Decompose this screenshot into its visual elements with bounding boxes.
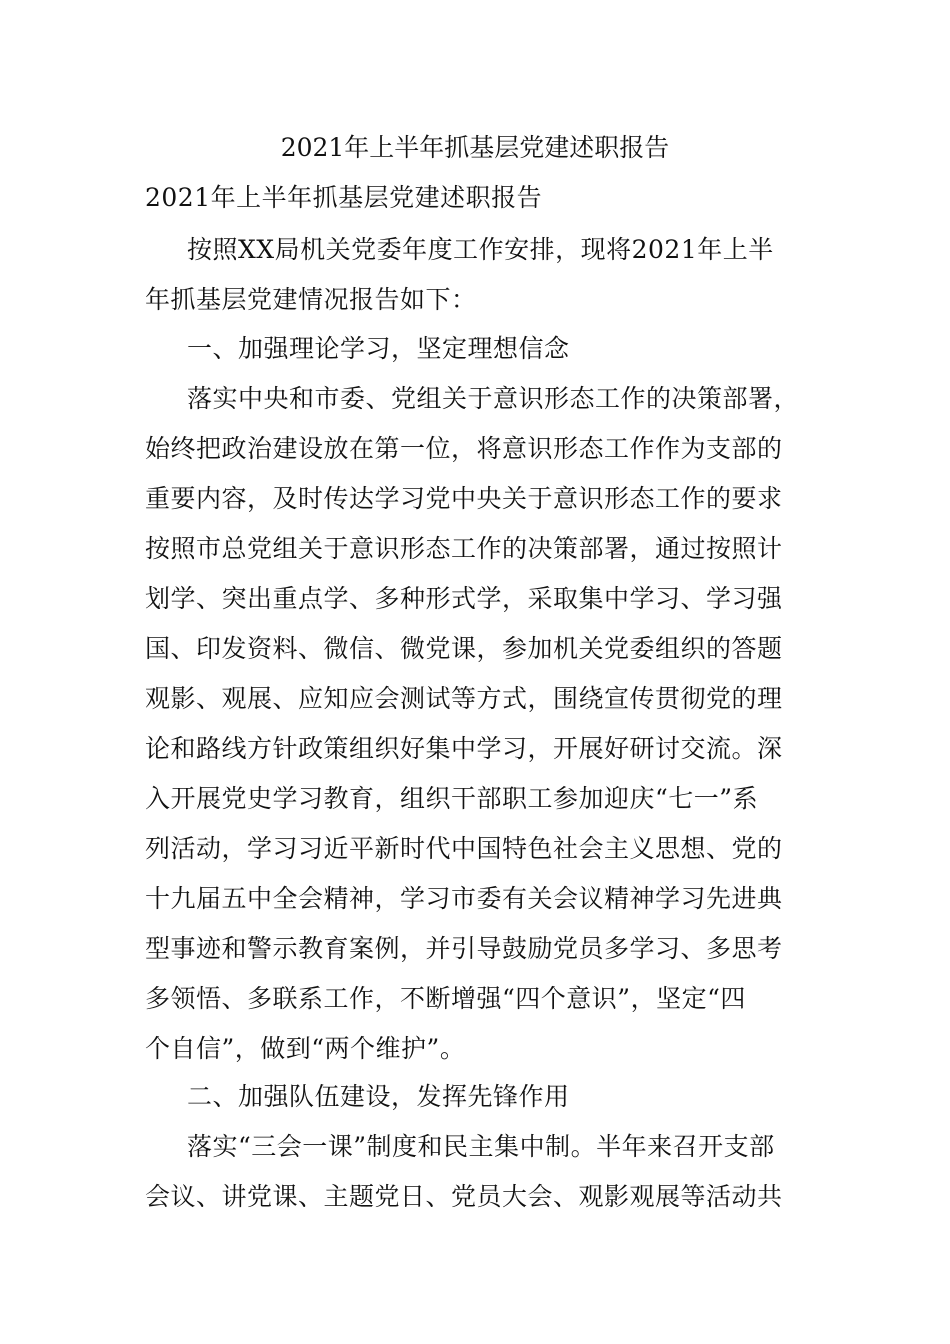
paragraph-line: 个自信”，做到“两个维护”。 bbox=[145, 1034, 466, 1063]
paragraph-line: 划学、突出重点学、多种形式学，采取集中学习、学习强 bbox=[145, 584, 783, 613]
document-subtitle: 2021年上半年抓基层党建述职报告 bbox=[145, 183, 543, 212]
paragraph-line: 型事迹和警示教育案例，并引导鼓励党员多学习、多思考 bbox=[145, 934, 783, 963]
paragraph-line: 年抓基层党建情况报告如下： bbox=[145, 285, 477, 314]
paragraph-line: 国、印发资料、微信、微党课，参加机关党委组织的答题 bbox=[145, 634, 783, 663]
paragraph-line: 始终把政治建设放在第一位，将意识形态工作作为支部的 bbox=[145, 434, 783, 463]
paragraph-line: 多领悟、多联系工作，不断增强“四个意识”，坚定“四 bbox=[145, 984, 746, 1013]
paragraph-line: 观影、观展、应知应会测试等方式，围绕宣传贯彻党的理 bbox=[145, 684, 783, 713]
document-title: 2021年上半年抓基层党建述职报告 bbox=[280, 133, 670, 162]
paragraph-line: 列活动，学习习近平新时代中国特色社会主义思想、党的 bbox=[145, 834, 783, 863]
paragraph-line: 入开展党史学习教育，组织干部职工参加迎庆“七一”系 bbox=[145, 784, 759, 813]
paragraph-line: 按照XX局机关党委年度工作安排，现将2021年上半 bbox=[187, 235, 774, 264]
section-heading: 二、加强队伍建设，发挥先锋作用 bbox=[187, 1082, 570, 1111]
paragraph-line: 落实“三会一课”制度和民主集中制。半年来召开支部 bbox=[187, 1132, 775, 1161]
paragraph-line: 重要内容，及时传达学习党中央关于意识形态工作的要求 bbox=[145, 484, 783, 513]
paragraph-line: 十九届五中全会精神，学习市委有关会议精神学习先进典 bbox=[145, 884, 783, 913]
section-heading: 一、加强理论学习，坚定理想信念 bbox=[187, 334, 570, 363]
paragraph-line: 会议、讲党课、主题党日、党员大会、观影观展等活动共 bbox=[145, 1182, 783, 1211]
paragraph-line: 论和路线方针政策组织好集中学习，开展好研讨交流。深 bbox=[145, 734, 783, 763]
paragraph-line: 落实中央和市委、党组关于意识形态工作的决策部署， bbox=[187, 384, 800, 413]
paragraph-line: 按照市总党组关于意识形态工作的决策部署，通过按照计 bbox=[145, 534, 783, 563]
